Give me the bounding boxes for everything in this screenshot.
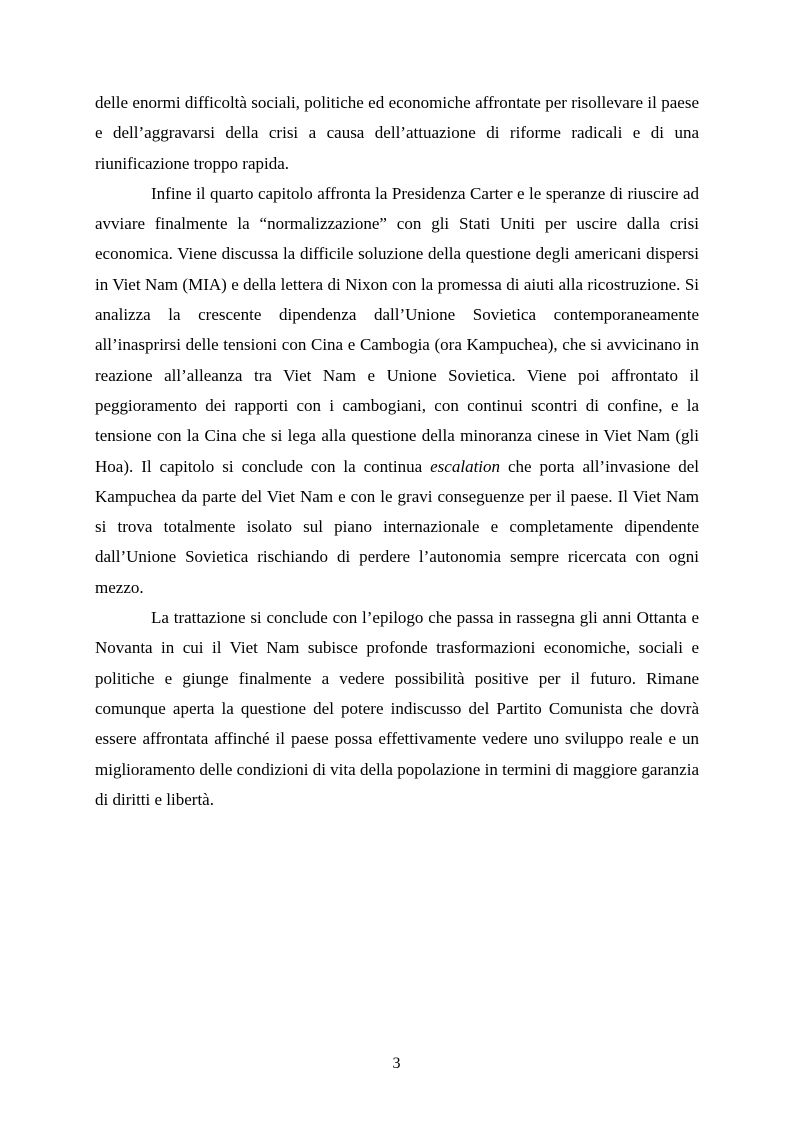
paragraph-2 [95,179,699,603]
paragraph-2-text-b: che porta all’invasione del Kampuchea da parte del Viet Nam e con le gravi conseguenze per il paese. Il Viet Nam si trova totalmente isolato sul piano internazionale e completamente dipendente dall’Unione Sovietica rischiando di perdere l’autonomia sempre ricercata con ogni mezzo. [95,456,699,597]
page-number: 3 [392,1055,401,1072]
document-body [95,88,699,815]
paragraph-1: delle enormi difficoltà sociali, politiche ed economiche affrontate per risollevare il paese e dell’aggravarsi della crisi a causa dell’attuazione di riforme radicali e di una riunificazione troppo rapida. [95,93,699,173]
paragraph-3: La trattazione si conclude con l’epilogo che passa in rassegna gli anni Ottanta e Novanta in cui il Viet Nam subisce profonde trasformazioni economiche, sociali e politiche e giunge finalmente a vedere possibilità positive per il futuro. Rimane comunque aperta la questione del potere indiscusso del Partito Comunista che dovrà essere affrontata affinché il paese possa effettivamente vedere uno sviluppo reale e un miglioramento delle condizioni di vita della popolazione in termini di maggiore garanzia di diritti e libertà. [95,608,699,809]
italic-term-escalation: escalation [430,456,501,476]
paragraph-2-text-a: Infine il quarto capitolo affronta la Presidenza Carter e le speranze di riuscire ad avviare finalmente la “normalizzazione” con gli Stati Uniti per uscire dalla crisi economica. Viene discussa la difficile soluzione della questione degli americani dispersi in Viet Nam (MIA) e della lettera di Nixon con la promessa di aiuti alla ricostruzione. Si analizza la crescente dipendenza dall’Unione Sovietica contemporaneamente all’inasprirsi delle tensioni con Cina e Cambogia (ora Kampuchea), che si avvicinano in reazione all’alleanza tra Viet Nam e Unione Sovietica. Viene poi affrontato il peggioramento dei rapporti con i cambogiani, con continui scontri di confine, e la tensione con la Cina che si lega alla questione della minoranza cinese in Viet Nam (gli Hoa). Il capitolo si conclude con la continua [95,183,699,476]
